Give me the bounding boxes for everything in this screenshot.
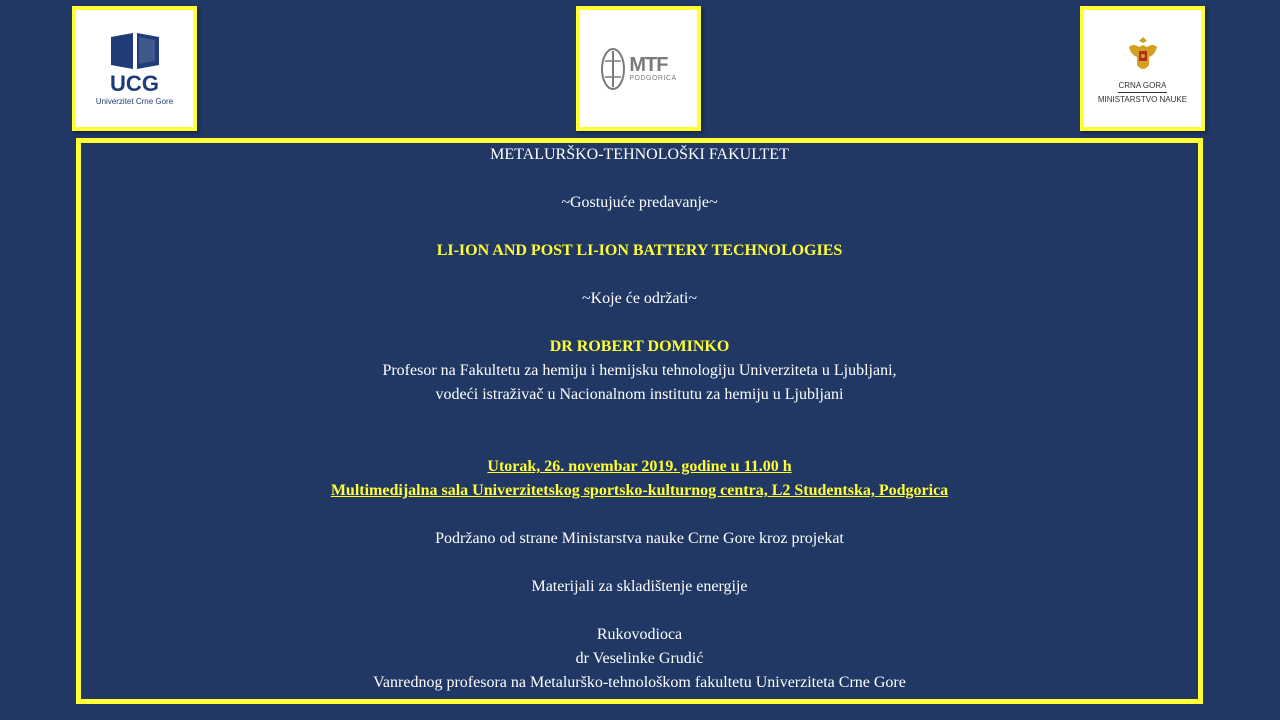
announcement-box xyxy=(76,138,1203,704)
speaker-role-1: Profesor na Fakultetu za hemiju i hemijsku tehnologiju Univerziteta u Ljubljani, xyxy=(382,362,897,379)
mtf-logo-inner xyxy=(580,10,697,127)
spacer xyxy=(81,503,1198,527)
spacer xyxy=(81,215,1198,239)
ucg-logo-subtitle: Univerzitet Crne Gore xyxy=(95,97,174,106)
spacer xyxy=(81,599,1198,623)
spacer xyxy=(81,167,1198,191)
spacer xyxy=(81,431,1198,455)
mtf-logo-title: MTF xyxy=(629,53,668,76)
ucg-logo-inner xyxy=(76,10,193,127)
support-text: Podržano od strane Ministarstva nauke Crne Gore kroz projekat xyxy=(435,530,844,547)
project-name: Materijali za skladištenje energije xyxy=(531,578,748,595)
spacer xyxy=(81,263,1198,287)
mtf-emblem-icon xyxy=(600,47,626,91)
ministry-logo-inner xyxy=(1084,10,1201,127)
spacer xyxy=(81,407,1198,431)
lecture-title: LI-ION AND POST LI-ION BATTERY TECHNOLOGIES xyxy=(436,242,843,259)
lead-name: dr Veselinke Grudić xyxy=(575,650,704,667)
spacer xyxy=(81,551,1198,575)
mtf-logo xyxy=(576,6,701,131)
event-type: ~Gostujuće predavanje~ xyxy=(561,194,718,211)
spacer xyxy=(81,311,1198,335)
coat-of-arms-icon xyxy=(1123,33,1163,77)
ministry-logo-line1: CRNA GORA xyxy=(1118,81,1166,93)
speaker-name: DR ROBERT DOMINKO xyxy=(549,338,730,355)
lead-role: Vanrednog profesora na Metalurško-tehnološkom fakultetu Univerziteta Crne Gore xyxy=(373,674,906,691)
faculty-name: METALURŠKO-TEHNOLOŠKI FAKULTET xyxy=(490,146,789,163)
mtf-logo-text-group xyxy=(629,53,677,82)
ministry-logo-line2: MINISTARSTVO NAUKE xyxy=(1097,95,1188,104)
mtf-logo-subtitle: PODGORICA xyxy=(629,74,677,82)
event-venue: Multimedijalna sala Univerzitetskog sportsko-kulturnog centra, L2 Studentska, Podgorica xyxy=(330,482,949,499)
ucg-logo-title: UCG xyxy=(110,71,159,96)
ucg-logo xyxy=(72,6,197,131)
event-date-time: Utorak, 26. novembar 2019. godine u 11.00 h xyxy=(487,458,792,475)
ministry-logo xyxy=(1080,6,1205,131)
held-by-label: ~Koje će održati~ xyxy=(581,290,698,307)
mtf-logo-row xyxy=(600,47,676,91)
lead-label: Rukovodioca xyxy=(596,626,683,643)
speaker-role-2: vodeći istraživač u Nacionalnom institutu za hemiju u Ljubljani xyxy=(435,386,844,403)
book-icon xyxy=(109,31,161,71)
